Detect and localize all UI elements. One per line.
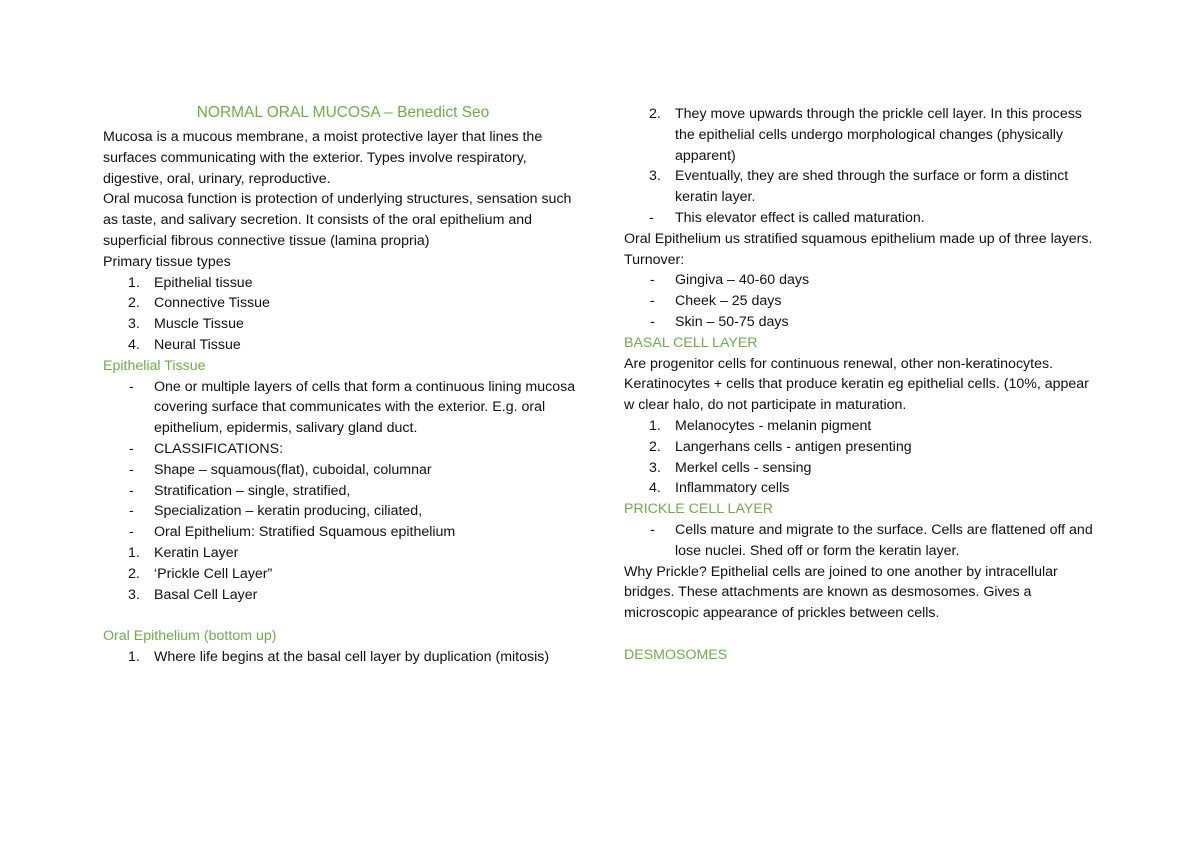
list-item	[103, 460, 583, 481]
prickle-cell-layer-heading: PRICKLE CELL LAYER	[624, 501, 774, 518]
list-marker: 1.	[649, 417, 661, 434]
turnover-heading: Turnover:	[624, 251, 685, 268]
maturation-steps-list	[624, 104, 1100, 229]
list-marker: -	[649, 209, 654, 226]
list-item-text: They move upwards through the prickle cell layer. In this process the epithelial cells undergo morphological changes (physically apparent)	[675, 106, 1082, 164]
list-marker: 3.	[128, 316, 140, 333]
list-item-text: Inflammatory cells	[675, 480, 790, 497]
list-marker: -	[129, 378, 134, 395]
list-item-text: Langerhans cells - antigen presenting	[675, 438, 912, 455]
list-item-text: One or multiple layers of cells that form a continuous lining mucosa covering surface that communicates with the exterior. E.g. oral epithelium, epidermis, salivary gland duct.	[154, 378, 576, 437]
list-marker: 4.	[128, 336, 140, 353]
list-item	[103, 564, 583, 585]
blank-line	[624, 624, 1100, 645]
list-marker: 2.	[128, 565, 140, 582]
list-marker: 2.	[649, 438, 661, 455]
list-item	[103, 543, 583, 564]
list-marker: 3.	[649, 459, 661, 476]
list-marker: 3.	[649, 168, 661, 185]
list-marker: 2.	[128, 295, 140, 312]
list-item	[103, 439, 583, 460]
list-item	[624, 520, 1100, 562]
list-item-text: Epithelial tissue	[154, 274, 253, 291]
list-item	[103, 314, 583, 335]
list-item	[103, 335, 583, 356]
prickle-cell-list	[624, 520, 1100, 562]
list-marker: -	[129, 503, 134, 520]
list-item-text: Specialization – keratin producing, ciliated,	[154, 503, 423, 520]
list-marker: -	[650, 272, 655, 289]
list-item-text: Merkel cells - sensing	[675, 459, 812, 476]
list-item-text: Connective Tissue	[154, 295, 270, 312]
list-item-text: Gingiva – 40-60 days	[675, 272, 810, 289]
list-item	[103, 481, 583, 502]
list-marker: 1.	[128, 544, 140, 561]
bottom-up-list	[103, 647, 583, 668]
list-item	[624, 270, 1100, 291]
oral-epithelium-paragraph: Oral Epithelium us stratified squamous epithelium made up of three layers.	[624, 230, 1093, 247]
list-item	[624, 416, 1100, 437]
list-item-text: Skin – 50-75 days	[675, 313, 789, 330]
list-marker: 4.	[649, 480, 661, 497]
list-item-text: Neural Tissue	[154, 336, 241, 353]
list-marker: 3.	[128, 586, 140, 603]
function-paragraph: Oral mucosa function is protection of underlying structures, sensation such as taste, and salivary secretion. It consists of the oral epithelium and superficial fibrous connective tissue (lamina propria)	[103, 191, 572, 249]
epithelium-layer-list	[103, 543, 583, 605]
list-item-text: CLASSIFICATIONS:	[154, 440, 284, 457]
list-item	[624, 437, 1100, 458]
list-item	[624, 291, 1100, 312]
list-item	[103, 377, 583, 439]
list-item-text: Shape – squamous(flat), cuboidal, columnar	[154, 461, 432, 478]
bottom-up-heading: Oral Epithelium (bottom up)	[103, 628, 277, 645]
list-item-text: Cells mature and migrate to the surface. Cells are flattened off and lose nuclei. Shed off or form the keratin layer.	[675, 521, 1093, 559]
left-column	[103, 102, 583, 668]
list-item-text: ‘Prickle Cell Layer”	[154, 565, 273, 582]
list-item-text: Keratin Layer	[154, 544, 239, 561]
basal-cell-layer-heading: BASAL CELL LAYER	[624, 334, 758, 351]
list-item	[624, 312, 1100, 333]
list-item-text: Basal Cell Layer	[154, 586, 258, 603]
list-item-text: Melanocytes - melanin pigment	[675, 417, 872, 434]
desmosomes-heading: DESMOSOMES	[624, 646, 728, 663]
basal-cell-list	[624, 416, 1100, 499]
blank-line	[103, 605, 583, 626]
intro-paragraph: Mucosa is a mucous membrane, a moist protective layer that lines the surfaces communicating with the exterior. Types involve respiratory, digestive, oral, urinary, reproductive.	[103, 129, 543, 187]
list-marker: 1.	[128, 274, 140, 291]
list-item	[624, 478, 1100, 499]
list-item-text: Where life begins at the basal cell layer by duplication (mitosis)	[154, 649, 550, 666]
page-title: NORMAL ORAL MUCOSA – Benedict Seo	[196, 104, 490, 121]
basal-cell-paragraph: Are progenitor cells for continuous renewal, other non-keratinocytes. Keratinocytes + cells that produce keratin eg epithelial cells. (10%, appear w clear halo, do not participate in maturation.	[624, 355, 1089, 414]
list-item-text: Oral Epithelium: Stratified Squamous epithelium	[154, 524, 456, 541]
list-item-text: Stratification – single, stratified,	[154, 482, 351, 499]
turnover-list	[624, 270, 1100, 332]
list-item	[624, 208, 1100, 229]
list-item	[103, 585, 583, 606]
list-item	[624, 166, 1100, 208]
why-prickle-paragraph: Why Prickle? Epithelial cells are joined to one another by intracellular bridges. These attachments are known as desmosomes. Gives a microscopic appearance of prickles between cells.	[624, 563, 1058, 622]
list-item	[624, 458, 1100, 479]
list-marker: -	[129, 524, 134, 541]
list-item-text: Eventually, they are shed through the surface or form a distinct keratin layer.	[675, 168, 1069, 206]
list-marker: -	[129, 461, 134, 478]
list-marker: -	[650, 293, 655, 310]
list-marker: -	[129, 482, 134, 499]
list-item-text: Cheek – 25 days	[675, 293, 782, 310]
primary-tissue-list	[103, 273, 583, 356]
list-marker: -	[650, 521, 655, 538]
primary-tissue-heading: Primary tissue types	[103, 253, 231, 270]
list-marker: 2.	[649, 106, 661, 122]
list-item-text: Muscle Tissue	[154, 316, 244, 333]
list-item	[103, 522, 583, 543]
list-marker: -	[650, 313, 655, 330]
list-item	[103, 273, 583, 294]
list-item	[103, 501, 583, 522]
epithelial-tissue-list	[103, 377, 583, 543]
epithelial-tissue-heading: Epithelial Tissue	[103, 357, 206, 374]
list-marker: -	[129, 440, 134, 457]
list-item	[103, 647, 583, 668]
right-column	[624, 104, 1100, 666]
list-item-text: This elevator effect is called maturation.	[675, 209, 925, 226]
list-marker: 1.	[128, 649, 140, 666]
list-item	[624, 104, 1100, 166]
list-item	[103, 293, 583, 314]
